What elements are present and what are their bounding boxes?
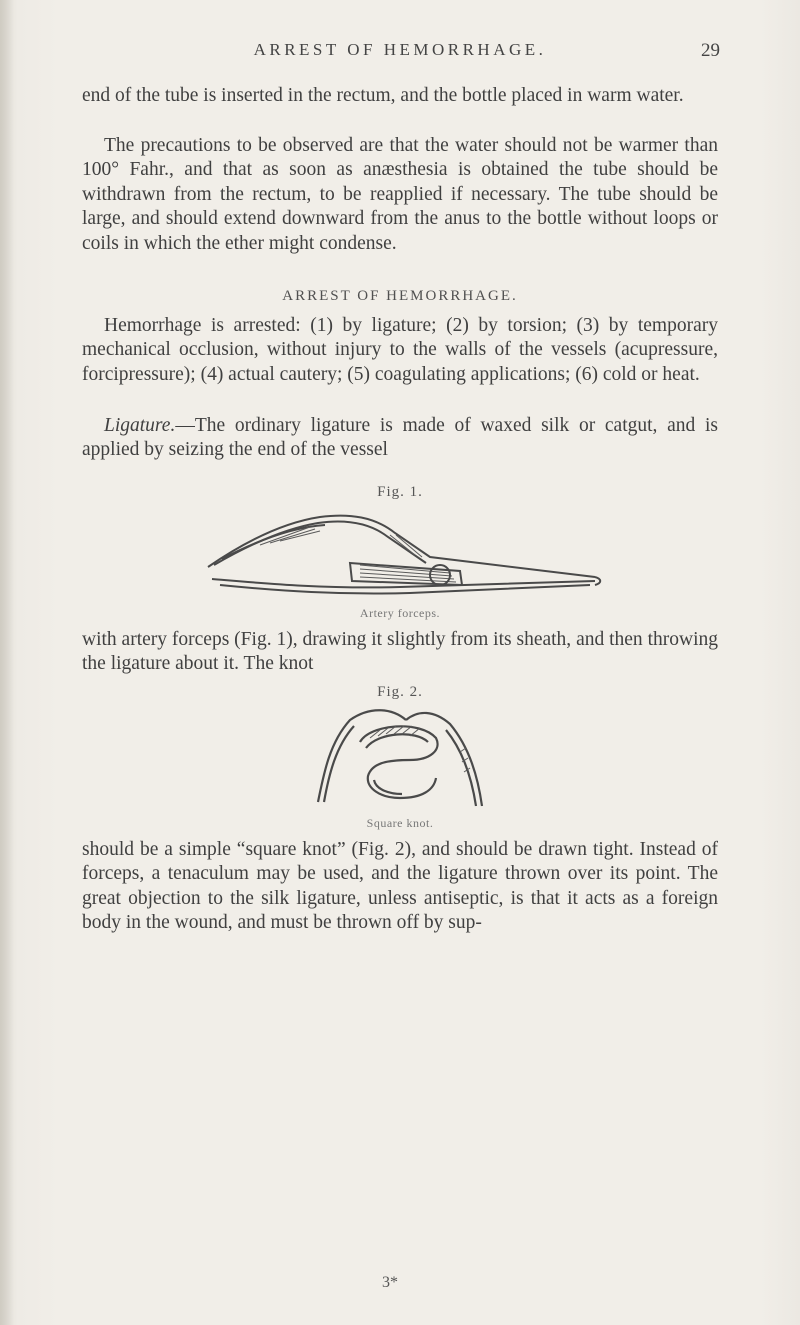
section-heading: ARREST OF HEMORRHAGE.	[282, 288, 518, 304]
running-title: ARREST OF HEMORRHAGE.	[253, 40, 547, 59]
paragraph-ligature	[82, 414, 718, 463]
paragraph-precautions: The precautions to be observed are that the water should not be warmer than 100° Fahr., and that as soon as anæsthesia is obtained the tube should be withdrawn from the rectum, to be reapplied if necessary. The tube should be large, and should extend downward from the anus to the bottle without loops or coils in which the ether might condense.	[82, 135, 718, 254]
figure-2-caption: Square knot.	[366, 816, 434, 830]
signature-mark: 3*	[382, 1274, 398, 1291]
paragraph-hemorrhage-methods: Hemorrhage is arrested: (1) by ligature; (2) by torsion; (3) by temporary mechanical occlusion, without injury to the walls of the vessels (acupressure, forcipressure); (4) actual cautery; (5) coagulating applications; (6) cold or heat.	[82, 315, 718, 385]
page-number: 29	[701, 40, 720, 61]
paragraph-square-knot: should be a simple “square knot” (Fig. 2), and should be drawn tight. Instead of forceps, a tenaculum may be used, and the ligature thrown over its point. The great objection to the silk ligature, unless antiseptic, is that it acts as a foreign body in the wound, and must be thrown off by sup-	[82, 839, 718, 934]
figure-1-caption: Artery forceps.	[359, 606, 441, 620]
figure-1-label: Fig. 1.	[377, 484, 423, 500]
square-knot-icon	[310, 702, 490, 812]
paragraph-forceps: with artery forceps (Fig. 1), drawing it slightly from its sheath, and then throwing the ligature about it. The knot	[82, 629, 718, 675]
artery-forceps-icon	[200, 505, 610, 605]
spine-shadow	[0, 0, 14, 1325]
ligature-lead: Ligature.	[104, 415, 176, 436]
running-head	[80, 40, 720, 66]
ligature-text: —The ordinary ligature is made of waxed silk or catgut, and is applied by seizing the end of the vessel	[82, 415, 718, 461]
figure-2-label: Fig. 2.	[377, 684, 423, 700]
paragraph-continuation: end of the tube is inserted in the rectum, and the bottle placed in warm water.	[82, 85, 684, 106]
